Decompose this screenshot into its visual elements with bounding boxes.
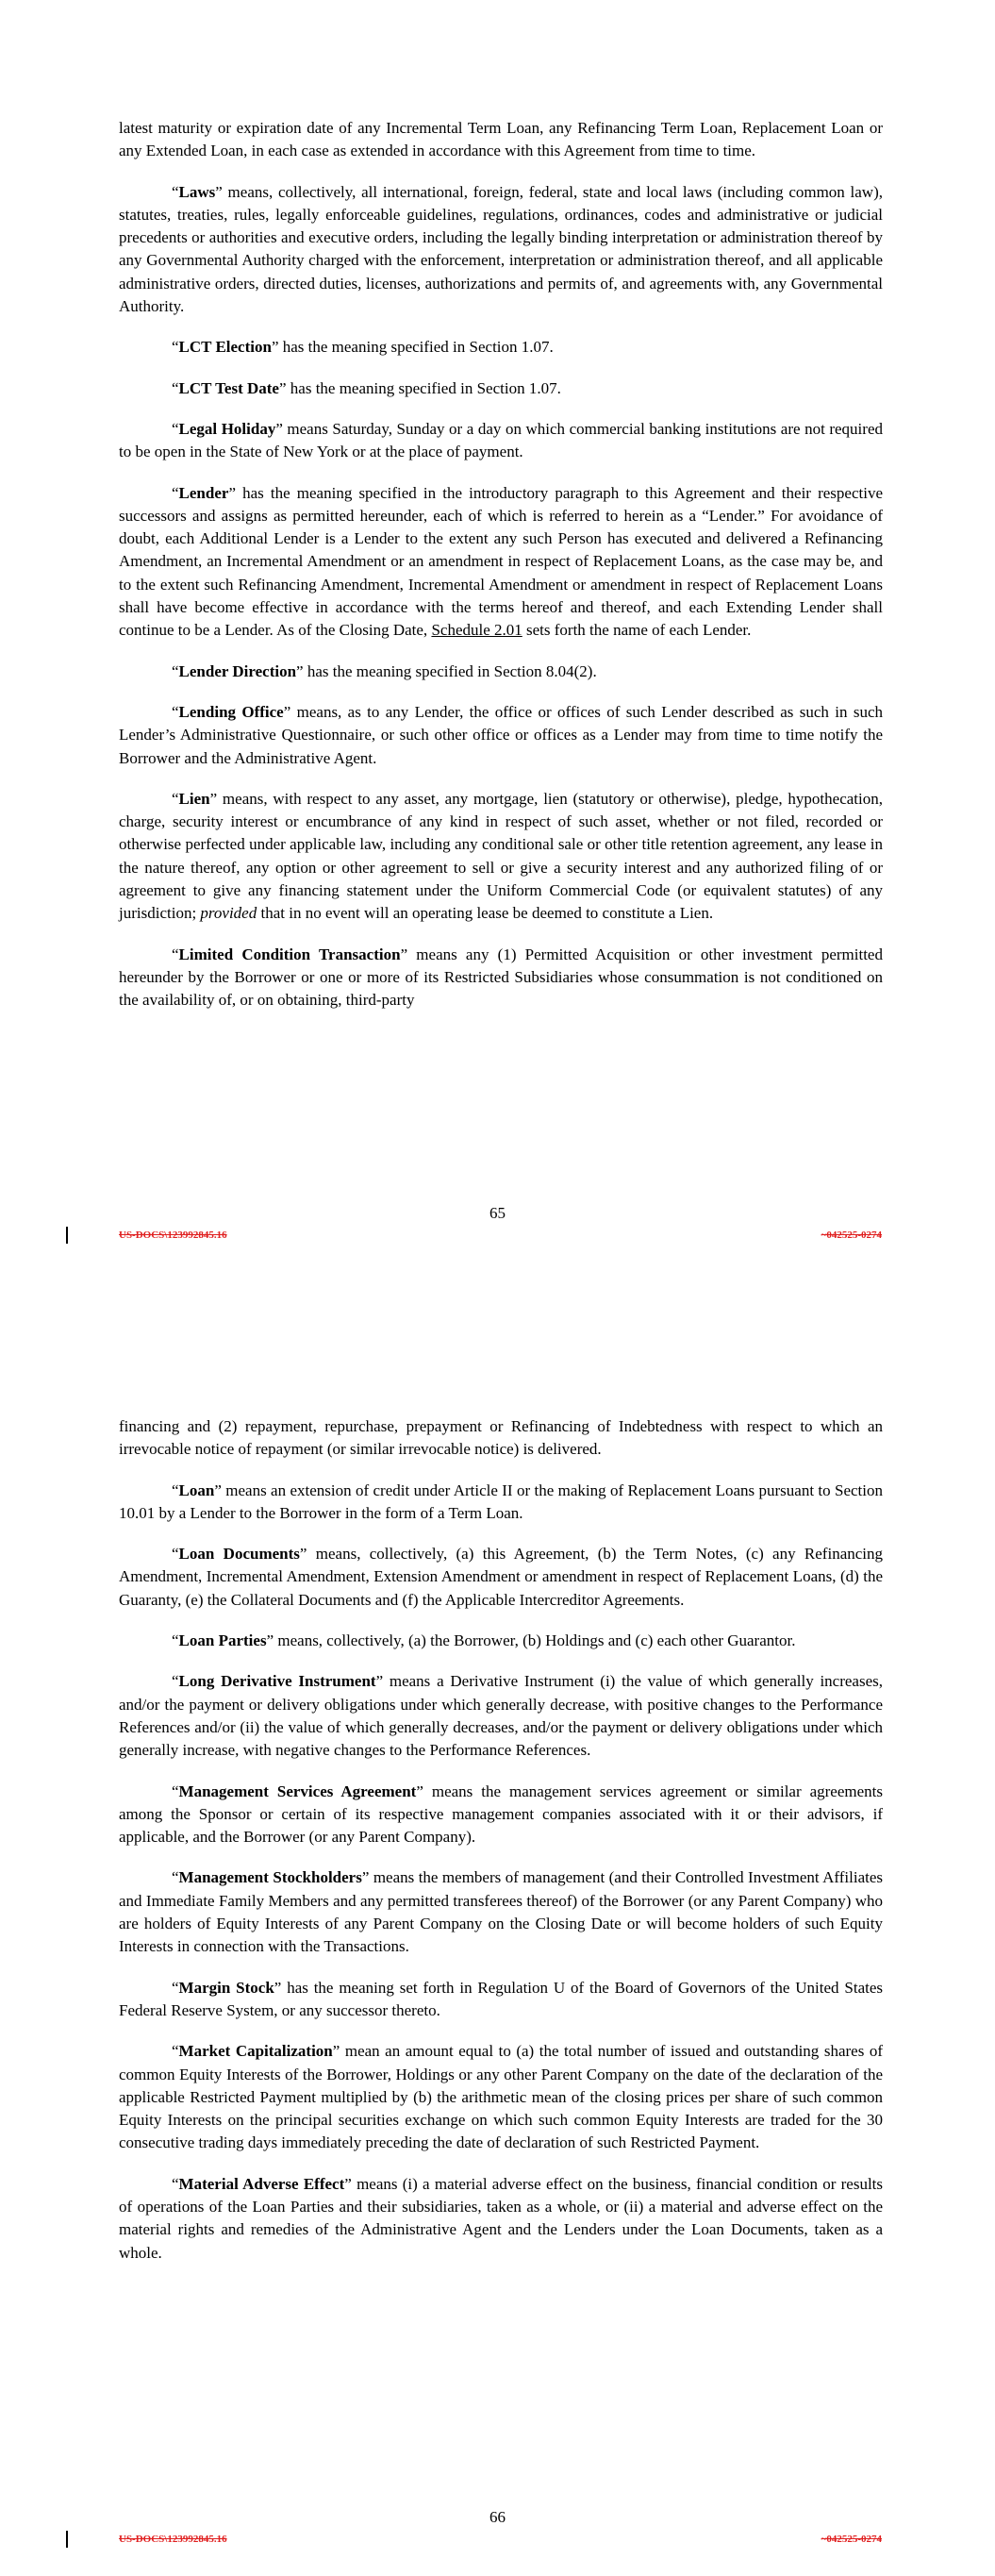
defined-term: Loan [178,1480,215,1499]
definition-lender: “Lender” has the meaning specified in the introductory paragraph to this Agreement and their respective successors and assigns as permitted hereunder, each of which is referred to herein as a “Lender.” For avoidance of doubt, each Additional Lender is a Lender to the extent any such Person has executed and delivered a Refinancing Amendment, an Incremental Amendment or an amendment in respect of Replacement Loans, as the case may be, and to the extent such Refinancing Amendment, Incremental Amendment or amendment in respect of Replacement Loans shall have become effective in accordance with the terms hereof and thereof, and each Extending Lender shall continue to be a Lender. As of the Closing Date, Schedule 2.01 sets forth the name of each Lender. [119,483,883,640]
definition-lending-office: “Lending Office” means, as to any Lender, the office or offices of such Lender described as such in such Lender’s Administrative Questionnaire, or such other office or offices as a Lender may from time to time notify the Borrower and the Administrative Agent. [119,702,883,767]
defined-term: Long Derivative Instrument [178,1672,376,1691]
definition-management-stockholders: “Management Stockholders” means the members of management (and their Controlled Investment Affiliates and Immediate Family Members and any permitted transferees thereof) of the Borrower (or any Parent Company) who are holders of Equity Interests of any Parent Company on the Closing Date or will become holders of such Equity Interests in connection with the Transactions. [119,1868,883,1956]
definition-management-services-agreement: “Management Services Agreement” means the management services agreement or similar agreements among the Sponsor or certain of its respective management companies associated with it or their advisors, if applicable, and the Borrower (or any Parent Company). [119,1781,883,1847]
defined-term: Lien [178,789,210,808]
definition-market-capitalization: “Market Capitalization” mean an amount equal to (a) the total number of issued and outstanding shares of common Equity Interests of the Borrower, Holdings or any other Parent Company on the date of the declaration of the applicable Restricted Payment multiplied by (b) the arithmetic mean of the closing prices per share of such common Equity Interests on the principal securities exchange on which such common Equity Interests are traded for the 30 consecutive trading days immediately preceding the date of declaration of such Restricted Payment. [119,2042,883,2152]
defined-term: Loan Parties [178,1631,267,1650]
page-number: 66 [489,2508,506,2526]
paragraph-continuation: financing and (2) repayment, repurchase, prepayment or Refinancing of Indebtedness with respect to which an irrevocable notice of repayment (or similar irrevocable notice) is delivered. [119,1417,883,1459]
page-body [119,1415,883,2283]
definition-laws: “Laws” means, collectively, all international, foreign, federal, state and local laws (including common law), statutes, treaties, rules, legally enforceable guidelines, regulations, ordinances, codes and administrative or judicial precedents or authorities and executive orders, including the legally binding interpretation or administration thereof by any Governmental Authority charged with the enforcement, interpretation or administration thereof, and all applicable administrative orders, directed duties, licenses, authorizations and permits of, and agreements with, any Governmental Authority. [119,182,883,316]
paragraph-continuation: latest maturity or expiration date of any Incremental Term Loan, any Refinancing Term Loan, Replacement Loan or any Extended Loan, in each case as extended in accordance with this Agreement from time to time. [119,119,883,160]
definition-margin-stock: “Margin Stock” has the meaning set forth in Regulation U of the Board of Governors of the United States Federal Reserve System, or any successor thereto. [119,1978,884,2019]
defined-term: Market Capitalization [178,2042,333,2061]
definition-lct-test-date: “LCT Test Date” has the meaning specified in Section 1.07. [172,378,561,397]
page-66 [0,1406,995,2576]
definition-material-adverse-effect: “Material Adverse Effect” means (i) a material adverse effect on the business, financial condition or results of operations of the Loan Parties and their subsidiaries, taken as a whole, or (ii) a material and adverse effect on the material rights and remedies of the Administrative Agent and the Lenders under the Loan Documents, taken as a whole. [119,2174,884,2262]
definition-loan: “Loan” means an extension of credit under Article II or the making of Replacement Loans pursuant to Section 10.01 by a Lender to the Borrower in the form of a Term Loan. [119,1480,883,1522]
page-65 [0,0,995,1255]
footer-matter-number: ~042525-0274 [821,2534,882,2545]
defined-term: Material Adverse Effect [178,2174,345,2193]
definition-lien: “Lien” means, with respect to any asset, any mortgage, lien (statutory or otherwise), pledge, hypothecation, charge, security interest or encumbrance of any kind in respect of such asset, whether or not filed, recorded or otherwise perfected under applicable law, including any conditional sale or other title retention agreement, any lease in the nature thereof, any option or other agreement to sell or give a security interest and any authorized filing of or agreement to give any financing statement under the Uniform Commercial Code (or equivalent statutes) of any jurisdiction; provided that in no event will an operating lease be deemed to constitute a Lien. [119,789,883,923]
defined-term: Laws [178,182,216,201]
defined-term: Management Services Agreement [178,1781,417,1800]
definition-lct-election: “LCT Election” has the meaning specified in Section 1.07. [172,338,554,357]
definition-loan-documents: “Loan Documents” means, collectively, (a) this Agreement, (b) the Term Notes, (c) any Refinancing Amendment, Incremental Amendment, Extension Amendment or amendment in respect of Replacement Loans, (d) the Guaranty, (e) the Collateral Documents and (f) the Applicable Intercreditor Agreements. [119,1545,884,1609]
schedule-reference: Schedule 2.01 [431,621,522,640]
definition-long-derivative-instrument: “Long Derivative Instrument” means a Derivative Instrument (i) the value of which generally increases, and/or the payment or delivery obligations under which generally decrease, with positive changes to the Performance References and/or (ii) the value of which generally decreases, and/or the payment or delivery obligations under which generally increase, with negative changes to the Performance References. [119,1672,884,1760]
italic-term: provided [200,904,257,923]
defined-term: Loan Documents [178,1545,300,1564]
defined-term: Legal Holiday [178,419,276,438]
defined-term: Lending Office [178,702,284,721]
defined-term: Limited Condition Transaction [178,945,401,963]
defined-term: Lender [178,483,229,502]
defined-term: Margin Stock [178,1978,274,1997]
page-body [119,117,883,1030]
definition-limited-condition-transaction: “Limited Condition Transaction” means any (1) Permitted Acquisition or other investment permitted hereunder by the Borrower or one or more of its Restricted Subsidiaries whose consummation is not conditioned on the availability of, or on obtaining, third-party [119,945,883,1010]
footer-doc-id: US-DOCS\123992845.16 [119,1229,227,1241]
footer-doc-id: US-DOCS\123992845.16 [119,2534,227,2545]
definition-legal-holiday: “Legal Holiday” means Saturday, Sunday or a day on which commercial banking institutions are not required to be open in the State of New York or at the place of payment. [119,419,883,461]
defined-term: Lender Direction [178,661,297,680]
defined-term: Management Stockholders [178,1868,362,1887]
defined-term: LCT Election [178,338,272,357]
page-number: 65 [489,1204,506,1222]
defined-term: LCT Test Date [178,378,279,397]
change-bar [66,1227,68,1244]
footer-matter-number: ~042525-0274 [821,1229,882,1241]
change-bar [66,2531,68,2548]
definition-lender-direction: “Lender Direction” has the meaning specified in Section 8.04(2). [172,661,597,680]
definition-loan-parties: “Loan Parties” means, collectively, (a) the Borrower, (b) Holdings and (c) each other Guarantor. [172,1631,796,1650]
